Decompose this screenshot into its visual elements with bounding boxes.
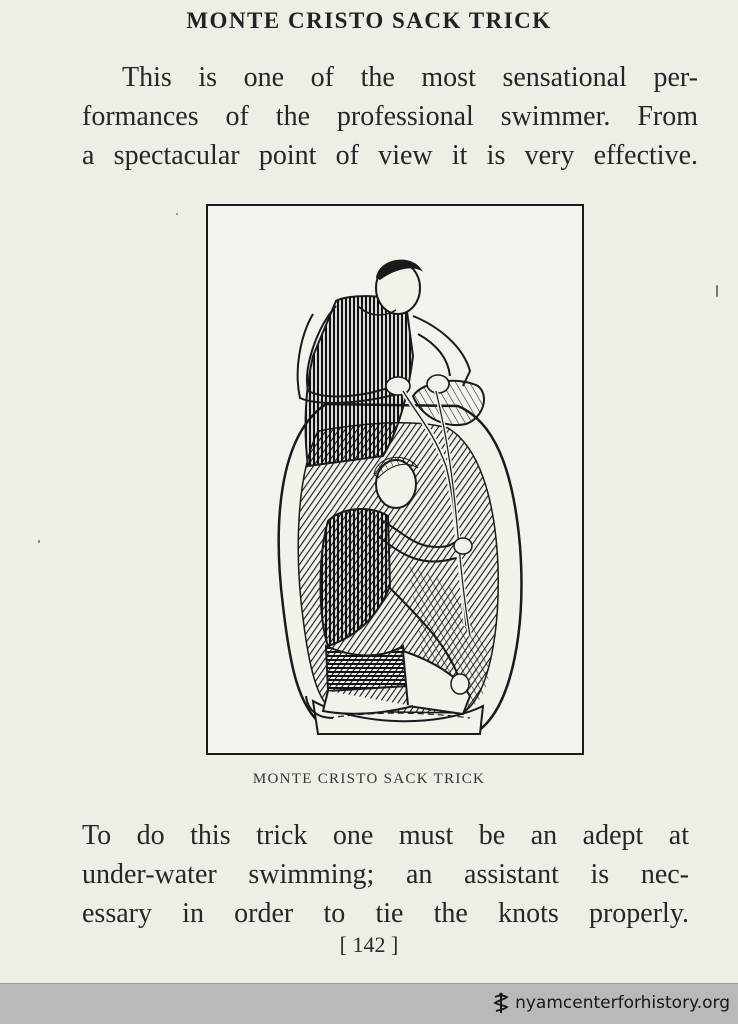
intro-line: a spectacular point of view it is very effective. — [82, 140, 698, 171]
credit-text: nyamcenterforhistory.org — [515, 993, 730, 1013]
credit-link[interactable] — [491, 992, 730, 1014]
intro-line: This is one of the most sensational per- — [122, 62, 698, 93]
page-heading: MONTE CRISTO SACK TRICK — [186, 8, 552, 33]
caduceus-icon — [491, 992, 511, 1014]
paper-speck — [716, 285, 718, 297]
intro-line: formances of the professional swimmer. From — [82, 101, 698, 132]
body-line: under-water swimming; an assistant is nec- — [82, 859, 689, 890]
body-line: To do this trick one must be an adept at — [82, 820, 689, 851]
credit-footer-bar — [0, 983, 738, 1024]
paper-speck — [176, 213, 178, 215]
body-line: essary in order to tie the knots properly. — [82, 898, 689, 929]
intro-paragraph — [82, 58, 698, 175]
paper-speck — [38, 540, 40, 543]
body-paragraph — [82, 816, 689, 933]
illustration-plate — [206, 204, 584, 755]
page-number: [ 142 ] — [339, 932, 399, 957]
sack-trick-illustration — [208, 206, 582, 753]
figure-caption: MONTE CRISTO SACK TRICK — [252, 771, 486, 787]
